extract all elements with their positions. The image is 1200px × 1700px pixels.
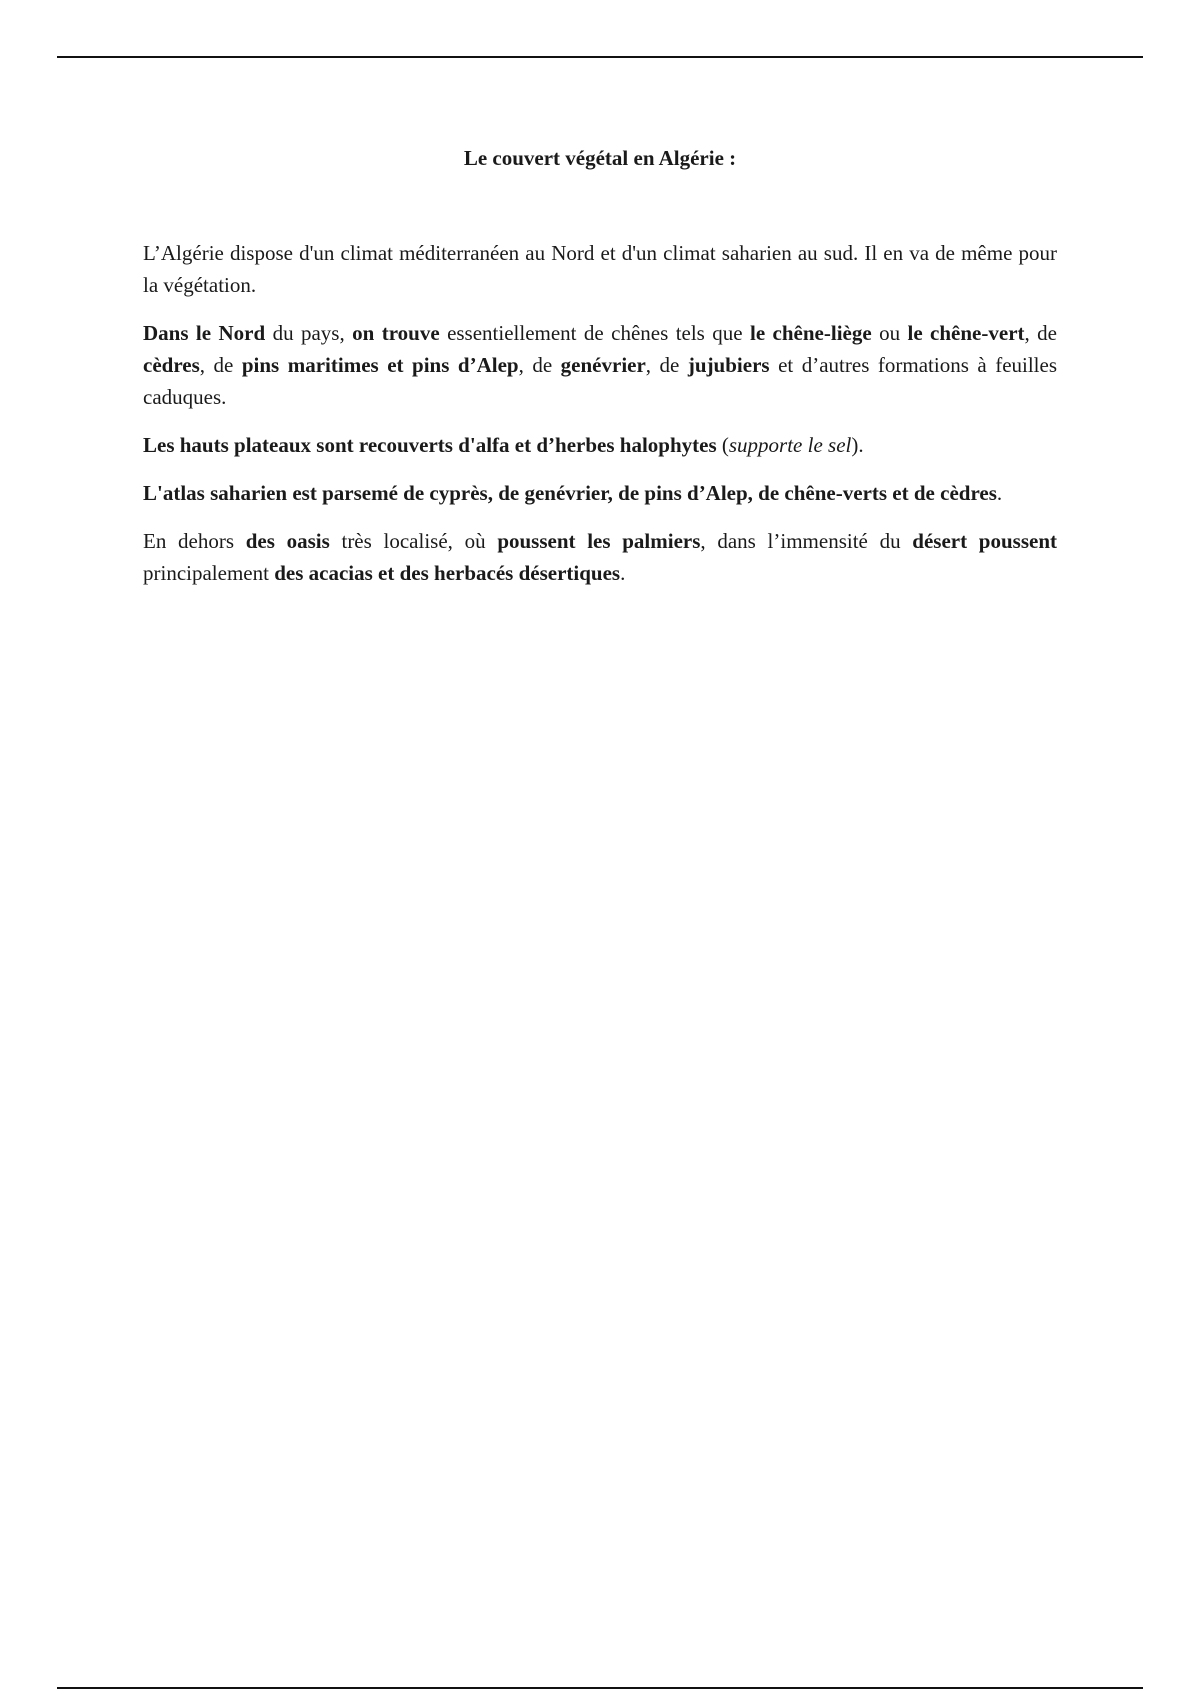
text-run-bold: pins maritimes et pins d’Alep — [241, 353, 519, 377]
text-run-bold: le chêne-liège — [750, 321, 872, 345]
text-run: En dehors — [143, 529, 246, 553]
text-run: ). — [851, 433, 864, 457]
text-run-bold: poussent les palmiers — [497, 529, 701, 553]
paragraph-intro — [143, 237, 1057, 301]
text-run: ou — [871, 321, 908, 345]
document-title: Le couvert végétal en Algérie : — [463, 146, 737, 170]
text-run: L’Algérie dispose d'un climat méditerranéen au Nord et d'un climat saharien au sud. Il en va de même pour la végétation. — [143, 241, 1057, 297]
text-run: , dans l’immensité du — [700, 529, 913, 553]
text-run: ( — [716, 433, 729, 457]
text-run-italic: supporte le sel — [728, 433, 852, 457]
text-run-bold: des oasis — [245, 529, 330, 553]
text-run-bold: des acacias et des herbacés désertiques — [274, 561, 621, 585]
paragraph-desert — [143, 525, 1057, 589]
paragraph-hauts-plateaux — [143, 429, 1057, 461]
text-run-bold: L'atlas saharien est parsemé de cyprès, de genévrier, de pins d’Alep, de chêne-verts et de cèdres — [143, 481, 997, 505]
text-run: . — [620, 561, 626, 585]
text-run: principalement — [143, 561, 275, 585]
text-run: , de — [518, 353, 561, 377]
text-run-bold: Les hauts plateaux sont recouverts d'alfa et d’herbes halophytes — [143, 433, 717, 457]
text-run-bold: cèdres — [143, 353, 200, 377]
footer-rule — [57, 1687, 1143, 1689]
document-body — [143, 237, 1057, 605]
text-run: essentiellement de chênes tels que — [439, 321, 750, 345]
text-run: et d’autres formations à feuilles caduques. — [143, 353, 1058, 409]
text-run-bold: désert poussent — [912, 529, 1057, 553]
text-run-bold: on trouve — [352, 321, 440, 345]
paragraph-atlas-saharien — [143, 477, 1057, 509]
header-rule — [57, 56, 1143, 58]
text-run-bold: jujubiers — [687, 353, 770, 377]
text-run-bold: genévrier — [560, 353, 646, 377]
text-run: , de — [1024, 321, 1057, 345]
text-run: . — [996, 481, 1003, 505]
text-run: , de — [199, 353, 242, 377]
text-run: très localisé, où — [329, 529, 498, 553]
paragraph-nord — [143, 317, 1057, 413]
text-run-bold: le chêne-vert — [907, 321, 1025, 345]
text-run: du pays, — [265, 321, 353, 345]
text-run: , de — [645, 353, 688, 377]
text-run-bold: Dans le Nord — [143, 321, 266, 345]
